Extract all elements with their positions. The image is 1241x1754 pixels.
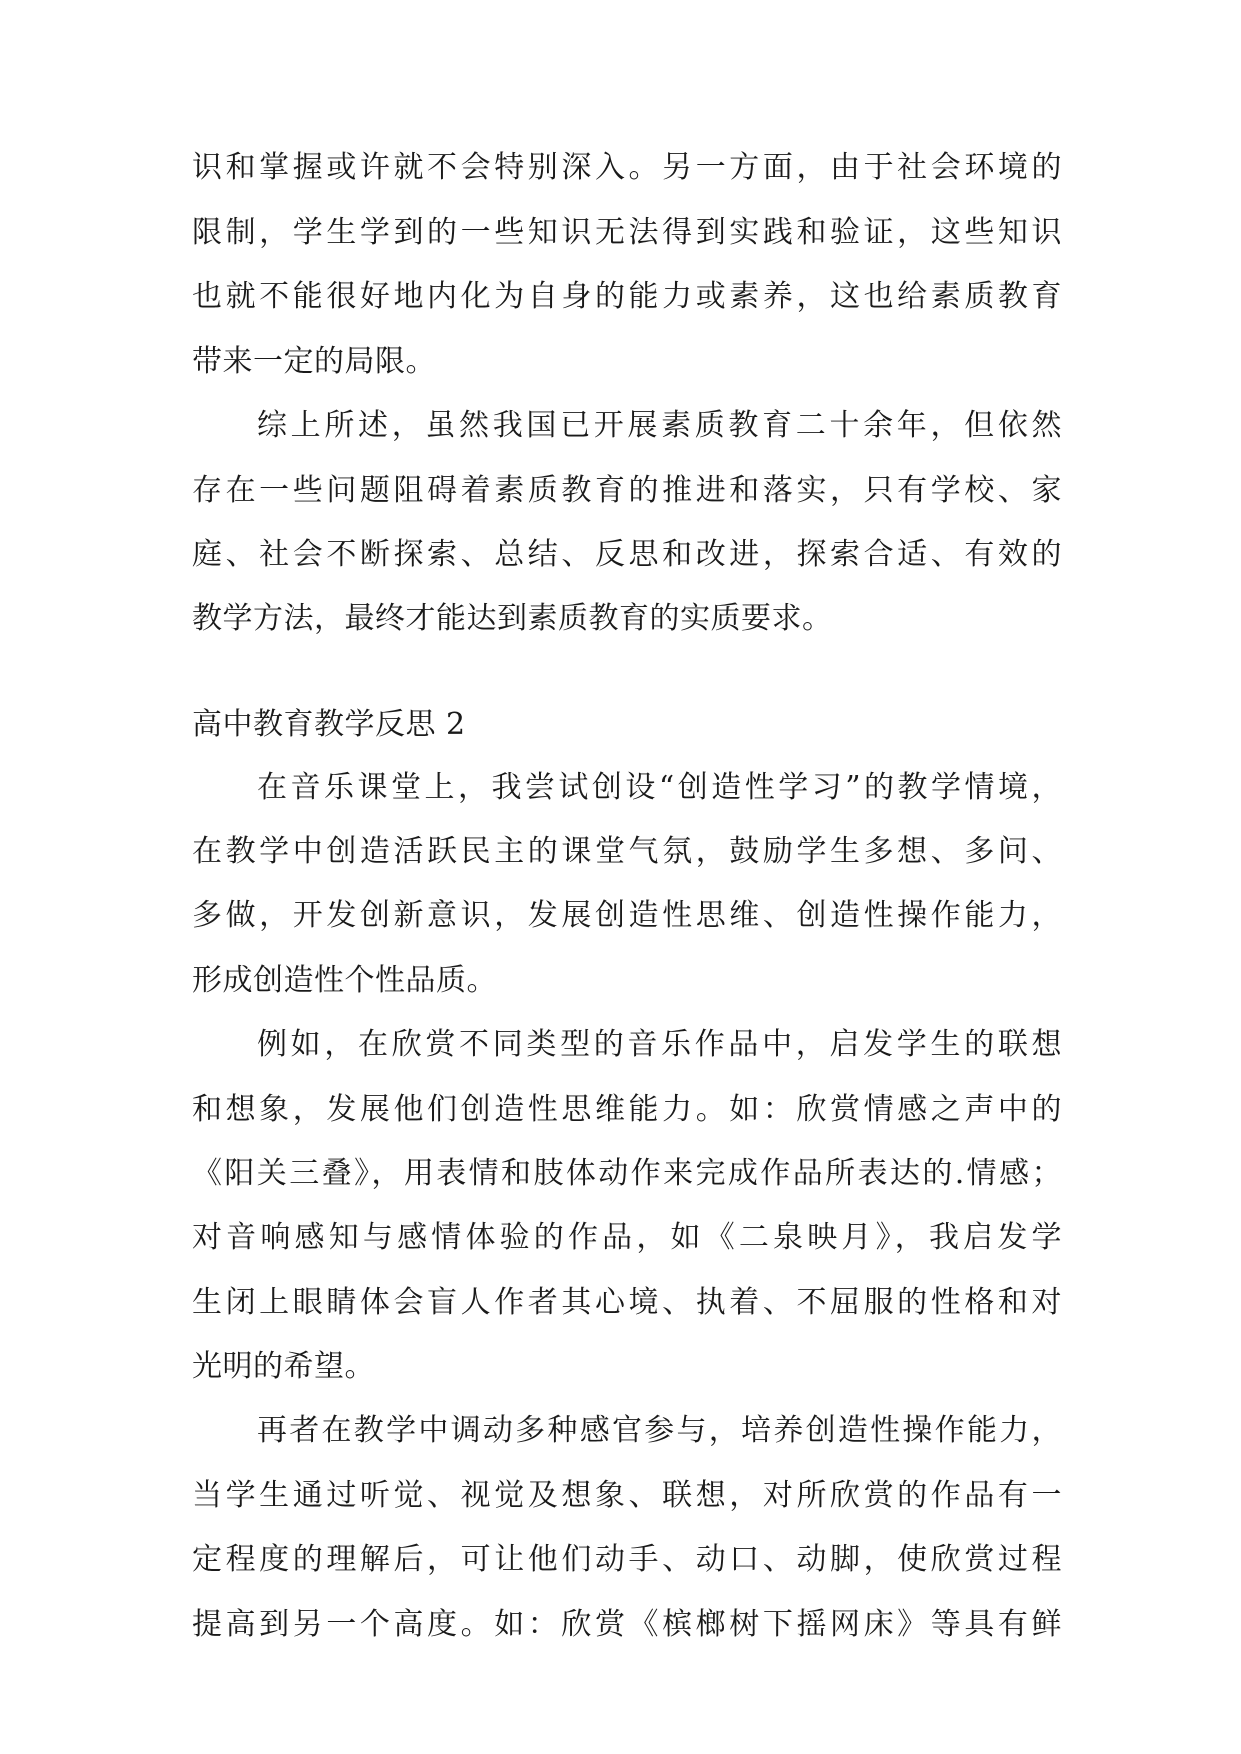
paragraph-line: 对音响感知与感情体验的作品，如《二泉映月》，我启发学 [192, 1220, 1062, 1255]
paragraph-line: 限制，学生学到的一些知识无法得到实践和验证，这些知识 [192, 215, 1062, 250]
paragraph-line: 综上所述，虽然我国已开展素质教育二十余年，但依然 [257, 408, 1062, 443]
paragraph-line: 庭、社会不断探索、总结、反思和改进，探索合适、有效的 [192, 537, 1062, 572]
paragraph-line: 带来一定的局限。 [192, 344, 436, 379]
paragraph-line: 也就不能很好地内化为自身的能力或素养，这也给素质教育 [192, 279, 1062, 314]
paragraph-line: 《阳关三叠》，用表情和肢体动作来完成作品所表达的.情感； [192, 1156, 1062, 1191]
paragraph-line: 生闭上眼睛体会盲人作者其心境、执着、不屈服的性格和对 [192, 1285, 1062, 1320]
paragraph-line: 识和掌握或许就不会特别深入。另一方面，由于社会环境的 [192, 150, 1062, 185]
paragraph-line: 例如，在欣赏不同类型的音乐作品中，启发学生的联想 [257, 1027, 1062, 1062]
paragraph-line: 再者在教学中调动多种感官参与，培养创造性操作能力， [257, 1413, 1062, 1448]
paragraph-line: 形成创造性个性品质。 [192, 963, 497, 998]
section-heading: 高中教育教学反思 2 [192, 707, 466, 742]
paragraph-line: 在教学中创造活跃民主的课堂气氛，鼓励学生多想、多问、 [192, 834, 1062, 869]
paragraph-line: 教学方法，最终才能达到素质教育的实质要求。 [192, 601, 833, 636]
paragraph-line: 当学生通过听觉、视觉及想象、联想，对所欣赏的作品有一 [192, 1478, 1062, 1513]
paragraph-line: 光明的希望。 [192, 1349, 375, 1384]
paragraph-line: 和想象，发展他们创造性思维能力。如：欣赏情感之声中的 [192, 1092, 1062, 1127]
paragraph-line: 定程度的理解后，可让他们动手、动口、动脚，使欣赏过程 [192, 1542, 1062, 1577]
paragraph-line: 多做，开发创新意识，发展创造性思维、创造性操作能力， [192, 898, 1062, 933]
paragraph-line: 存在一些问题阻碍着素质教育的推进和落实，只有学校、家 [192, 473, 1062, 508]
paragraph-line: 在音乐课堂上，我尝试创设“创造性学习”的教学情境， [257, 770, 1062, 805]
paragraph-line: 提高到另一个高度。如：欣赏《槟榔树下摇网床》等具有鲜 [192, 1607, 1062, 1642]
